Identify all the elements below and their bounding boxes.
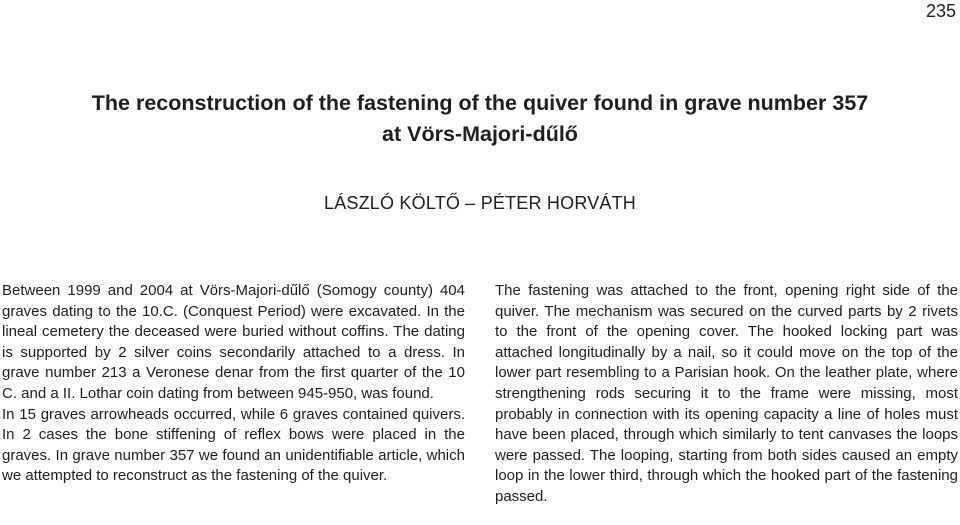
article-title: [0, 88, 960, 150]
article-title-line-1: The reconstruction of the fastening of the quiver found in grave number 357: [91, 91, 869, 115]
left-text-column: [2, 281, 465, 487]
paragraph-arrowheads-quivers: In 15 graves arrowheads occurred, while 6 graves contained quivers. In 2 cases the bone stiffening of reflex bows were placed in the graves. In grave number 357 we found an unidentifiable article, which we attempted to reconstruct as the fastening of the quiver.: [2, 405, 465, 485]
article-title-line-2: at Vörs-Majori-dűlő: [382, 122, 578, 146]
paragraph-fastening-mechanism: The fastening was attached to the front, opening right side of the quiver. The mechanism was secured on the curved parts by 2 rivets to the front of the opening cover. The hooked locking part was attached longitudinally by a nail, so it could move on the top of the lower part resembling to a Parisian hook. On the leather plate, where strengthening rods securing it to the frame were missing, most probably in connection with its opening capacity a line of holes must have been placed, through which similarly to tent canvases the loops were passed. The looping, starting from both sides caused an empty loop in the lower third, through which the hooked part of the fastening passed.: [495, 282, 958, 505]
right-text-column: [495, 281, 958, 508]
paragraph-excavation: Between 1999 and 2004 at Vörs-Majori-dűlő (Somogy county) 404 graves dating to the 10.C. (Conquest Period) were excavated. In the lineal cemetery the deceased were buried without coffins. The dating is supported by 2 silver coins secondarily attached to a dress. In grave number 213 a Veronese denar from the first quarter of the 10 C. and a II. Lothar coin dating from between 945-950, was found.: [2, 282, 465, 402]
article-authors: LÁSZLÓ KÖLTŐ – PÉTER HORVÁTH: [323, 193, 636, 213]
page-number: 235: [925, 1, 956, 21]
